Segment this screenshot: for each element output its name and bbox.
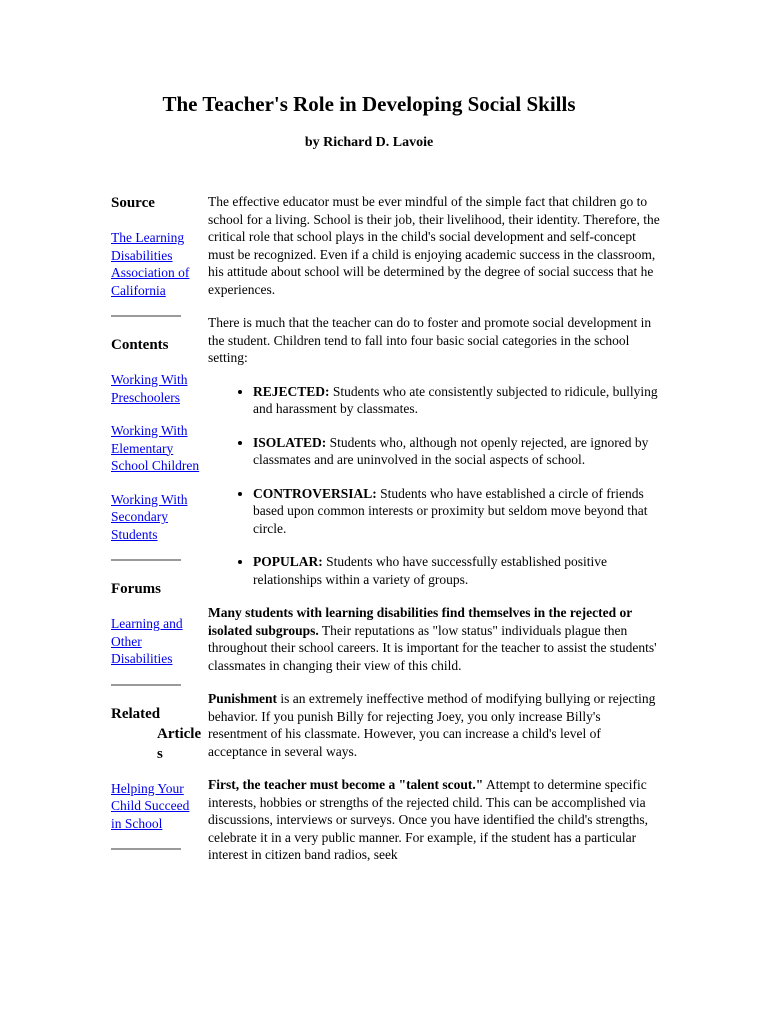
related-link[interactable]: Helping Your Child Succeed in School xyxy=(111,780,190,831)
contents-link-elementary[interactable]: Working With Elementary School Children xyxy=(111,423,200,473)
category-term: CONTROVERSIAL: xyxy=(253,485,377,501)
related-heading xyxy=(111,704,203,764)
talent-scout-lead: First, the teacher must become a "talent scout." xyxy=(208,777,484,792)
list-item xyxy=(253,434,660,469)
categories-list xyxy=(208,383,660,589)
source-heading: Source xyxy=(111,195,155,211)
sidebar-divider xyxy=(111,848,181,850)
category-text: Students who have successfully established positive relationships within a variety of groups. xyxy=(253,554,607,587)
sidebar xyxy=(111,193,203,868)
category-term: ISOLATED: xyxy=(253,434,327,450)
subgroups-lead: Many students with learning disabilities find themselves in the rejected or isolated subgroups. xyxy=(208,605,632,638)
byline: by Richard D. Lavoie xyxy=(304,135,434,150)
category-term: POPULAR: xyxy=(253,554,323,569)
sidebar-divider xyxy=(111,559,181,561)
categories-intro-paragraph: There is much that the teacher can do to foster and promote social development in the student. Children tend to fall into four basic social categories in the school setting: xyxy=(208,315,652,365)
subgroups-text: Their reputations as "low status" individuals plague then throughout their school careers. It is important for the teacher to assist the students' classmates in changing their view of this child. xyxy=(208,622,657,673)
category-text: Students who ate consistently subjected to ridicule, bullying and harassment by classmates. xyxy=(253,383,658,416)
category-term: REJECTED: xyxy=(253,383,330,399)
punishment-paragraph xyxy=(208,690,660,760)
talent-scout-paragraph xyxy=(208,776,660,864)
forums-link[interactable]: Learning and Other Disabilities xyxy=(111,616,183,666)
related-heading-line1: Related xyxy=(111,705,161,722)
contents-link-preschoolers[interactable]: Working With Preschoolers xyxy=(111,372,188,405)
punishment-lead: Punishment xyxy=(208,691,278,706)
intro-paragraph: The effective educator must be ever mindful of the simple fact that children go to school for a living. School is their job, their livelihood, their identity. Therefore, the critical role that school plays in the child's social development and self-concept must be recognized. Even if a child is enjoying academic success in the classroom, his attitude about school will be determined by the degree of social success that he experiences. xyxy=(208,194,660,297)
sidebar-divider xyxy=(111,684,181,686)
talent-scout-text: Attempt to determine specific interests, hobbies or strengths of the rejected child. This can be accomplished via discussions, interviews or surveys. Once you have identified the child's strengths, celebrate it in a very public manner. For example, if the student has a particular interest in citizen band radios, seek xyxy=(208,777,648,862)
related-heading-line2: Articles xyxy=(157,725,202,762)
page-title: The Teacher's Role in Developing Social Skills xyxy=(162,92,576,116)
list-item xyxy=(253,485,660,538)
category-text: Students who have established a circle of friends based upon common interests or proximity but seldom move beyond that circle. xyxy=(253,485,648,536)
contents-link-secondary[interactable]: Working With Secondary Students xyxy=(111,491,188,542)
category-text: Students who, although not openly rejected, are ignored by classmates and are uninvolved in the social aspects of school. xyxy=(253,434,649,467)
source-link[interactable]: The Learning Disabilities Association of California xyxy=(111,230,190,298)
list-item xyxy=(253,383,660,418)
forums-heading: Forums xyxy=(111,581,161,597)
punishment-text: is an extremely ineffective method of modifying bullying or rejecting behavior. If you punish Billy for rejecting Joey, you only increase Billy's resentment of his classmate. However, you can increase a child's level of acceptance in several ways. xyxy=(208,691,656,759)
sidebar-divider xyxy=(111,315,181,317)
list-item xyxy=(253,553,660,588)
article-body xyxy=(208,193,660,880)
contents-heading: Contents xyxy=(111,337,169,353)
subgroups-paragraph xyxy=(208,604,660,674)
